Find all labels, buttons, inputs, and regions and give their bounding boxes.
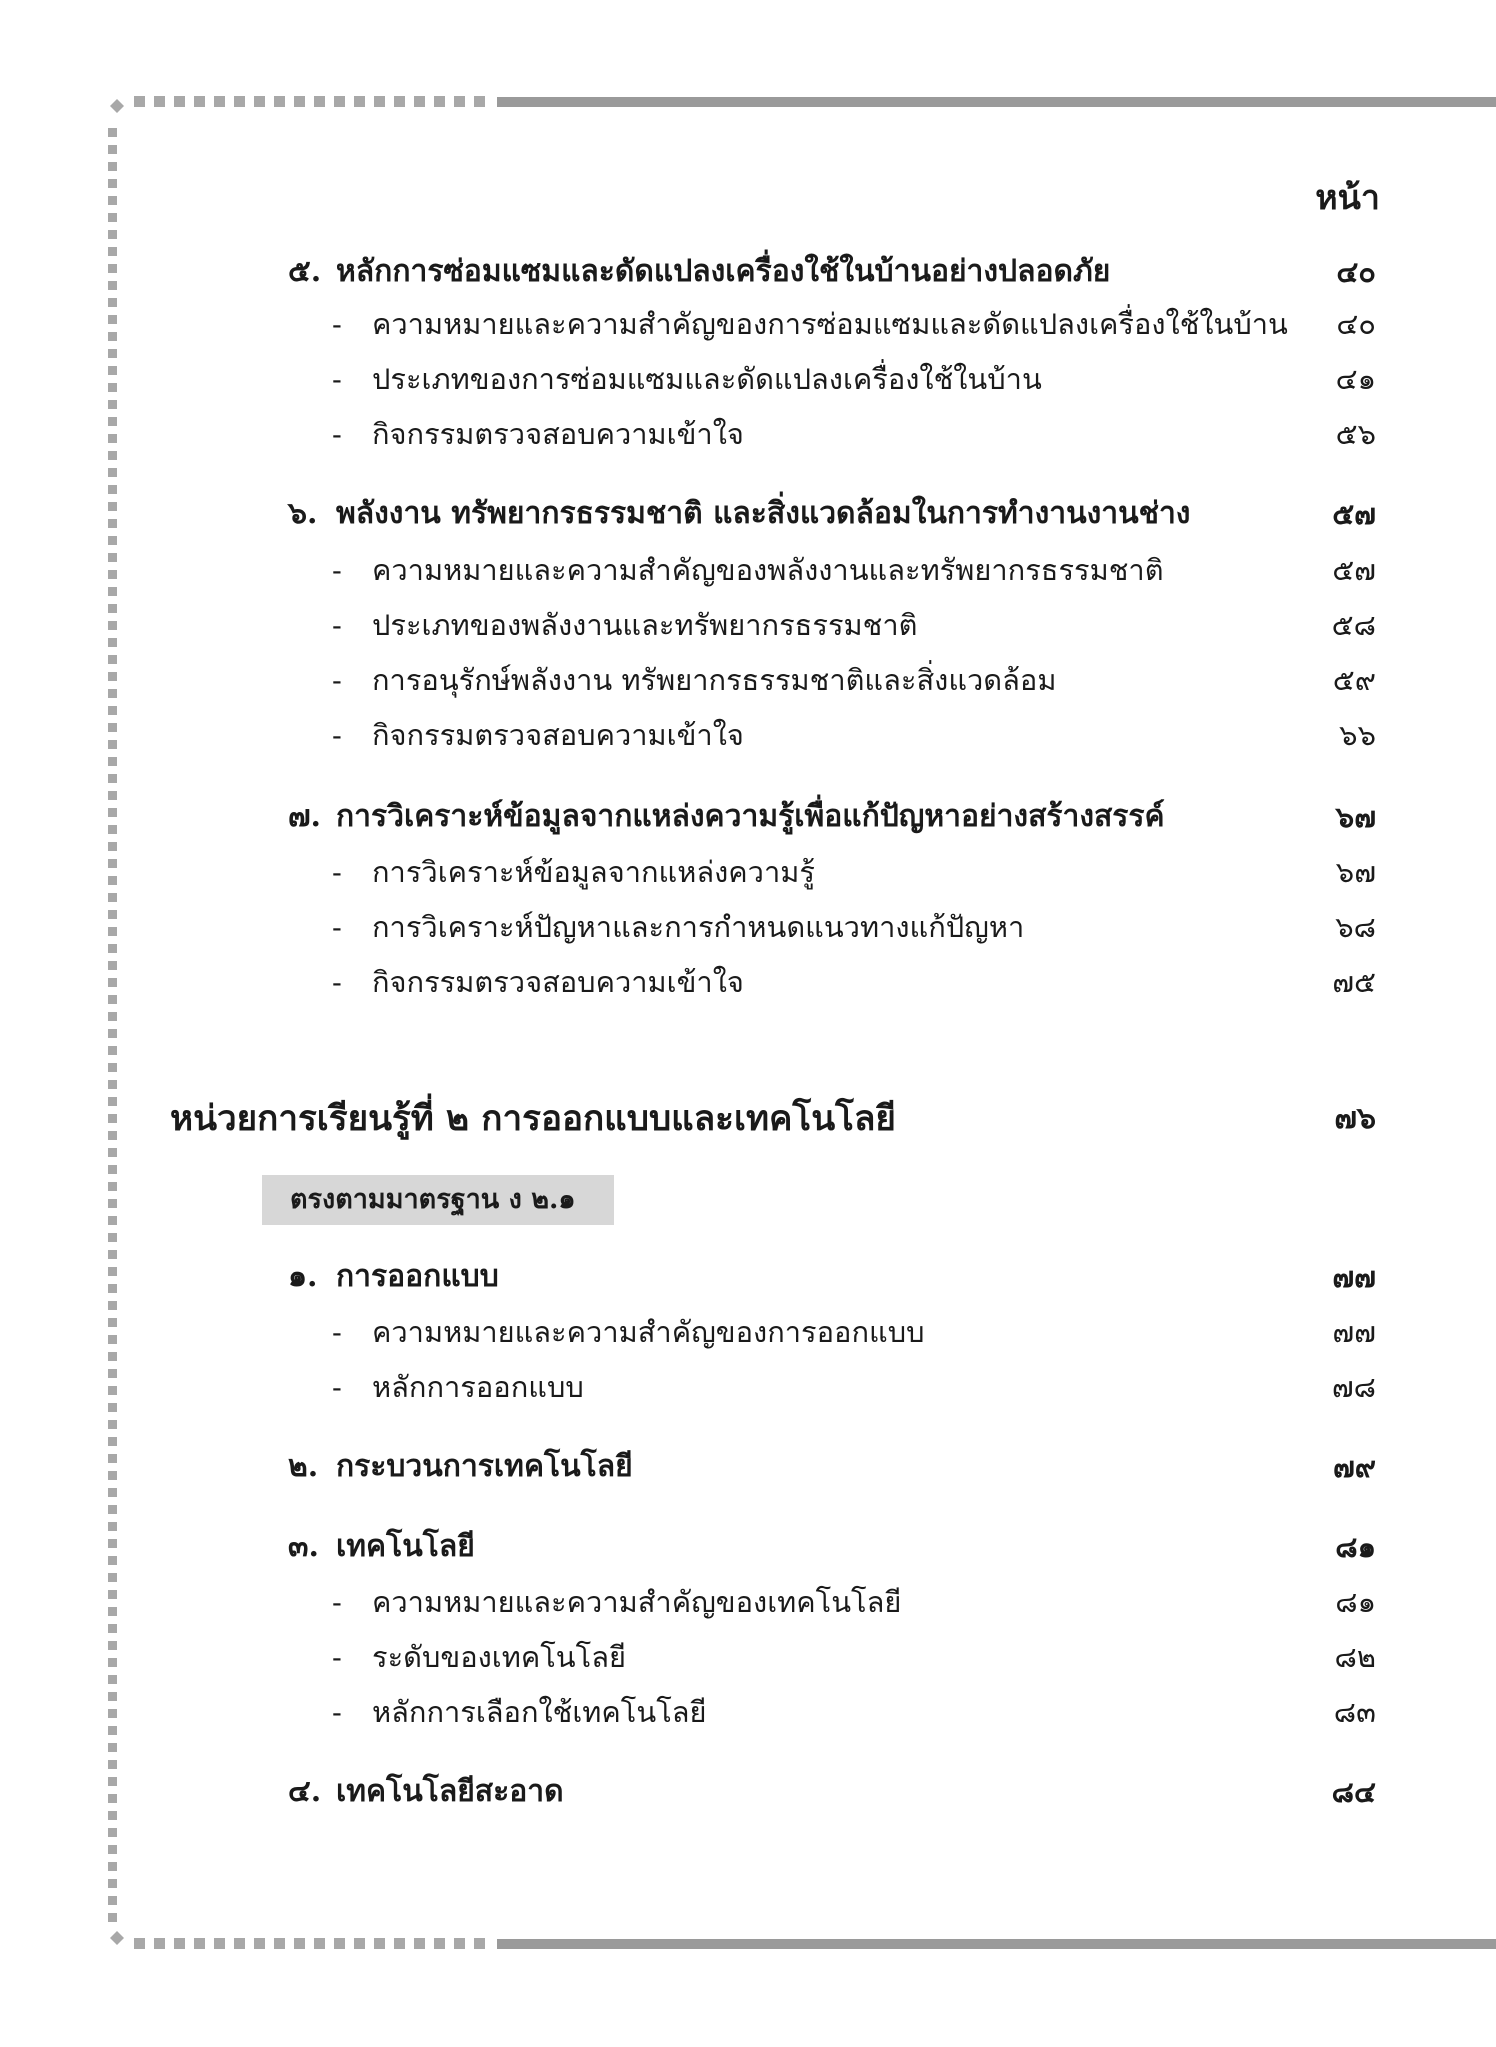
item-title: การวิเคราะห์ข้อมูลจากแหล่งความรู้ [372, 855, 815, 889]
toc-section-5[interactable] [0, 250, 1496, 294]
item-page: ๔๑ [1335, 362, 1376, 396]
frame-dot [434, 1938, 445, 1949]
item-dash: - [332, 608, 342, 642]
item-page: ๘๓ [1333, 1695, 1376, 1729]
toc-item[interactable] [0, 1635, 1496, 1679]
section-page: ๖๗ [1335, 800, 1376, 834]
section-page: ๕๗ [1332, 497, 1376, 531]
frame-dot [108, 536, 117, 545]
frame-dot [108, 1879, 117, 1888]
frame-dot [108, 1199, 117, 1208]
frame-dot [474, 96, 485, 107]
frame-dot [414, 96, 425, 107]
frame-dot [354, 1938, 365, 1949]
frame-dot [174, 96, 185, 107]
item-dash: - [332, 1370, 342, 1404]
item-title: กิจกรรมตรวจสอบความเข้าใจ [372, 417, 744, 451]
frame-dot [108, 1760, 117, 1769]
frame-dot [108, 1896, 117, 1905]
frame-dot [354, 96, 365, 107]
frame-dot [154, 96, 165, 107]
frame-dot [108, 1301, 117, 1310]
frame-dot [108, 1420, 117, 1429]
section-title: การออกแบบ [336, 1259, 499, 1294]
item-title: กิจกรรมตรวจสอบความเข้าใจ [372, 965, 744, 999]
frame-dot [108, 1505, 117, 1514]
toc-item[interactable] [0, 412, 1496, 456]
item-dash: - [332, 1315, 342, 1349]
toc-section-3[interactable] [0, 1525, 1496, 1569]
frame-dot [294, 1938, 305, 1949]
frame-dot [108, 1845, 117, 1854]
item-page: ๗๕ [1332, 965, 1376, 999]
toc-section-2[interactable] [0, 1445, 1496, 1489]
frame-dot [108, 468, 117, 477]
item-dash: - [332, 965, 342, 999]
frame-dot [108, 1080, 117, 1089]
item-page: ๗๗ [1332, 1315, 1376, 1349]
frame-dot [314, 1938, 325, 1949]
frame-dot [394, 96, 405, 107]
item-title: ประเภทของการซ่อมแซมและดัดแปลงเครื่องใช้ในบ้าน [372, 362, 1042, 396]
section-number: ๓. [288, 1529, 319, 1564]
toc-item[interactable] [0, 905, 1496, 949]
toc-item[interactable] [0, 1365, 1496, 1409]
item-dash: - [332, 1585, 342, 1619]
frame-dot [108, 1216, 117, 1225]
item-dash: - [332, 417, 342, 451]
frame-dot [108, 128, 117, 137]
frame-dot [174, 1938, 185, 1949]
item-title: หลักการเลือกใช้เทคโนโลยี [372, 1695, 707, 1729]
toc-item[interactable] [0, 1580, 1496, 1624]
item-page: ๕๖ [1335, 417, 1376, 451]
frame-dot [108, 1182, 117, 1191]
frame-dot [108, 1828, 117, 1837]
item-page: ๖๘ [1335, 910, 1376, 944]
item-page: ๖๗ [1335, 855, 1376, 889]
toc-item[interactable] [0, 603, 1496, 647]
item-dash: - [332, 910, 342, 944]
item-dash: - [332, 553, 342, 587]
frame-dot [254, 96, 265, 107]
item-title: การอนุรักษ์พลังงาน ทรัพยากรธรรมชาติและสิ่งแวดล้อม [372, 663, 1057, 697]
toc-section-6[interactable] [0, 492, 1496, 536]
item-title: กิจกรรมตรวจสอบความเข้าใจ [372, 718, 744, 752]
frame-dot [108, 1488, 117, 1497]
item-title: ความหมายและความสำคัญของการซ่อมแซมและดัดแปลงเครื่องใช้ในบ้าน [372, 307, 1288, 341]
section-title: กระบวนการเทคโนโลยี [336, 1449, 633, 1484]
frame-dot [108, 1165, 117, 1174]
frame-dot [374, 1938, 385, 1949]
item-page: ๔๐ [1336, 307, 1376, 341]
section-number: ๖. [288, 496, 318, 531]
standard-label: ตรงตามมาตรฐาน ง ๒.๑ [290, 1184, 576, 1215]
frame-dot [214, 96, 225, 107]
section-page: ๔๐ [1336, 255, 1376, 289]
frame-dot [154, 1938, 165, 1949]
item-title: ความหมายและความสำคัญของพลังงานและทรัพยากรธรรมชาติ [372, 553, 1164, 587]
frame-dot [194, 1938, 205, 1949]
frame-dot [108, 213, 117, 222]
frame-dot [474, 1938, 485, 1949]
frame-dot [108, 774, 117, 783]
section-title: หลักการซ่อมแซมและดัดแปลงเครื่องใช้ในบ้านอย่างปลอดภัย [336, 254, 1111, 289]
frame-dot [108, 893, 117, 902]
frame-dot [394, 1938, 405, 1949]
frame-dot [108, 1233, 117, 1242]
toc-item[interactable] [0, 960, 1496, 1004]
frame-dot [108, 162, 117, 171]
frame-dot [134, 1938, 145, 1949]
frame-dot [108, 400, 117, 409]
frame-dot [108, 1046, 117, 1055]
item-page: ๖๖ [1339, 718, 1376, 752]
toc-section-7[interactable] [0, 795, 1496, 839]
section-number: ๗. [288, 799, 322, 834]
item-title: ประเภทของพลังงานและทรัพยากรธรรมชาติ [372, 608, 918, 642]
item-page: ๕๙ [1332, 663, 1376, 697]
frame-dot [454, 96, 465, 107]
frame-dot [108, 1913, 117, 1922]
section-page: ๘๔ [1331, 1775, 1376, 1809]
frame-dot [108, 1029, 117, 1038]
frame-dot [334, 96, 345, 107]
toc-item[interactable] [0, 548, 1496, 592]
toc-section-4[interactable] [0, 1770, 1496, 1814]
frame-dot [108, 1148, 117, 1157]
toc-item[interactable] [0, 658, 1496, 702]
section-page: ๘๑ [1335, 1530, 1376, 1564]
frame-dot [108, 1862, 117, 1871]
frame-dot [234, 96, 245, 107]
frame-dot [108, 1063, 117, 1072]
item-page: ๕๘ [1331, 608, 1376, 642]
toc-item[interactable] [0, 1310, 1496, 1354]
toc-unit-2[interactable] [0, 1093, 1496, 1145]
frame-dot [108, 1012, 117, 1021]
item-dash: - [332, 663, 342, 697]
item-page: ๘๑ [1335, 1585, 1376, 1619]
item-page: ๘๒ [1334, 1640, 1376, 1674]
frame-dot [414, 1938, 425, 1949]
frame-dot [294, 96, 305, 107]
item-page: ๗๘ [1331, 1370, 1376, 1404]
section-title: การวิเคราะห์ข้อมูลจากแหล่งความรู้เพื่อแก้ปัญหาอย่างสร้างสรรค์ [336, 799, 1165, 834]
frame-bottom-bar [497, 1939, 1496, 1949]
item-dash: - [332, 307, 342, 341]
section-title: เทคโนโลยีสะอาด [336, 1774, 564, 1809]
page-column-header: หน้า [1315, 178, 1380, 218]
frame-dot [374, 96, 385, 107]
frame-dot [194, 96, 205, 107]
frame-dot [134, 96, 145, 107]
frame-dot [314, 96, 325, 107]
toc-item[interactable] [0, 357, 1496, 401]
frame-dot [108, 145, 117, 154]
frame-dot [234, 1938, 245, 1949]
frame-dot [274, 96, 285, 107]
standard-badge [262, 1175, 614, 1225]
item-title: ระดับของเทคโนโลยี [372, 1640, 626, 1674]
frame-dot [108, 757, 117, 766]
frame-dot [274, 1938, 285, 1949]
frame-dot [108, 179, 117, 188]
section-number: ๕. [288, 254, 322, 289]
frame-dot [214, 1938, 225, 1949]
toc-section-1[interactable] [0, 1255, 1496, 1299]
toc-item[interactable] [0, 302, 1496, 346]
item-page: ๕๗ [1332, 553, 1376, 587]
frame-dot [454, 1938, 465, 1949]
section-title: พลังงาน ทรัพยากรธรรมชาติ และสิ่งแวดล้อมในการทำงานงานช่าง [336, 496, 1191, 531]
toc-item[interactable] [0, 713, 1496, 757]
section-title: เทคโนโลยี [336, 1529, 475, 1564]
toc-item[interactable] [0, 850, 1496, 894]
item-title: หลักการออกแบบ [372, 1370, 584, 1404]
frame-dot [108, 1743, 117, 1752]
unit-page: ๗๖ [1334, 1101, 1376, 1136]
frame-dot [108, 196, 117, 205]
item-dash: - [332, 1695, 342, 1729]
section-number: ๑. [288, 1259, 318, 1294]
item-title: การวิเคราะห์ปัญหาและการกำหนดแนวทางแก้ปัญหา [372, 910, 1025, 944]
section-page: ๗๙ [1332, 1450, 1376, 1484]
frame-dot [434, 96, 445, 107]
frame-dot [108, 230, 117, 239]
item-dash: - [332, 1640, 342, 1674]
section-number: ๔. [288, 1774, 322, 1809]
item-title: ความหมายและความสำคัญของการออกแบบ [372, 1315, 925, 1349]
frame-top-bar [497, 97, 1496, 107]
item-dash: - [332, 855, 342, 889]
frame-dot [108, 1624, 117, 1633]
item-dash: - [332, 362, 342, 396]
frame-corner-diamond [110, 99, 124, 113]
frame-dot [254, 1938, 265, 1949]
frame-dot [334, 1938, 345, 1949]
item-title: ความหมายและความสำคัญของเทคโนโลยี [372, 1585, 902, 1619]
toc-item[interactable] [0, 1690, 1496, 1734]
item-dash: - [332, 718, 342, 752]
section-page: ๗๗ [1332, 1260, 1376, 1294]
section-number: ๒. [288, 1449, 319, 1484]
unit-title: หน่วยการเรียนรู้ที่ ๒ การออกแบบและเทคโนโลยี [170, 1098, 896, 1139]
frame-corner-diamond [110, 1931, 124, 1945]
